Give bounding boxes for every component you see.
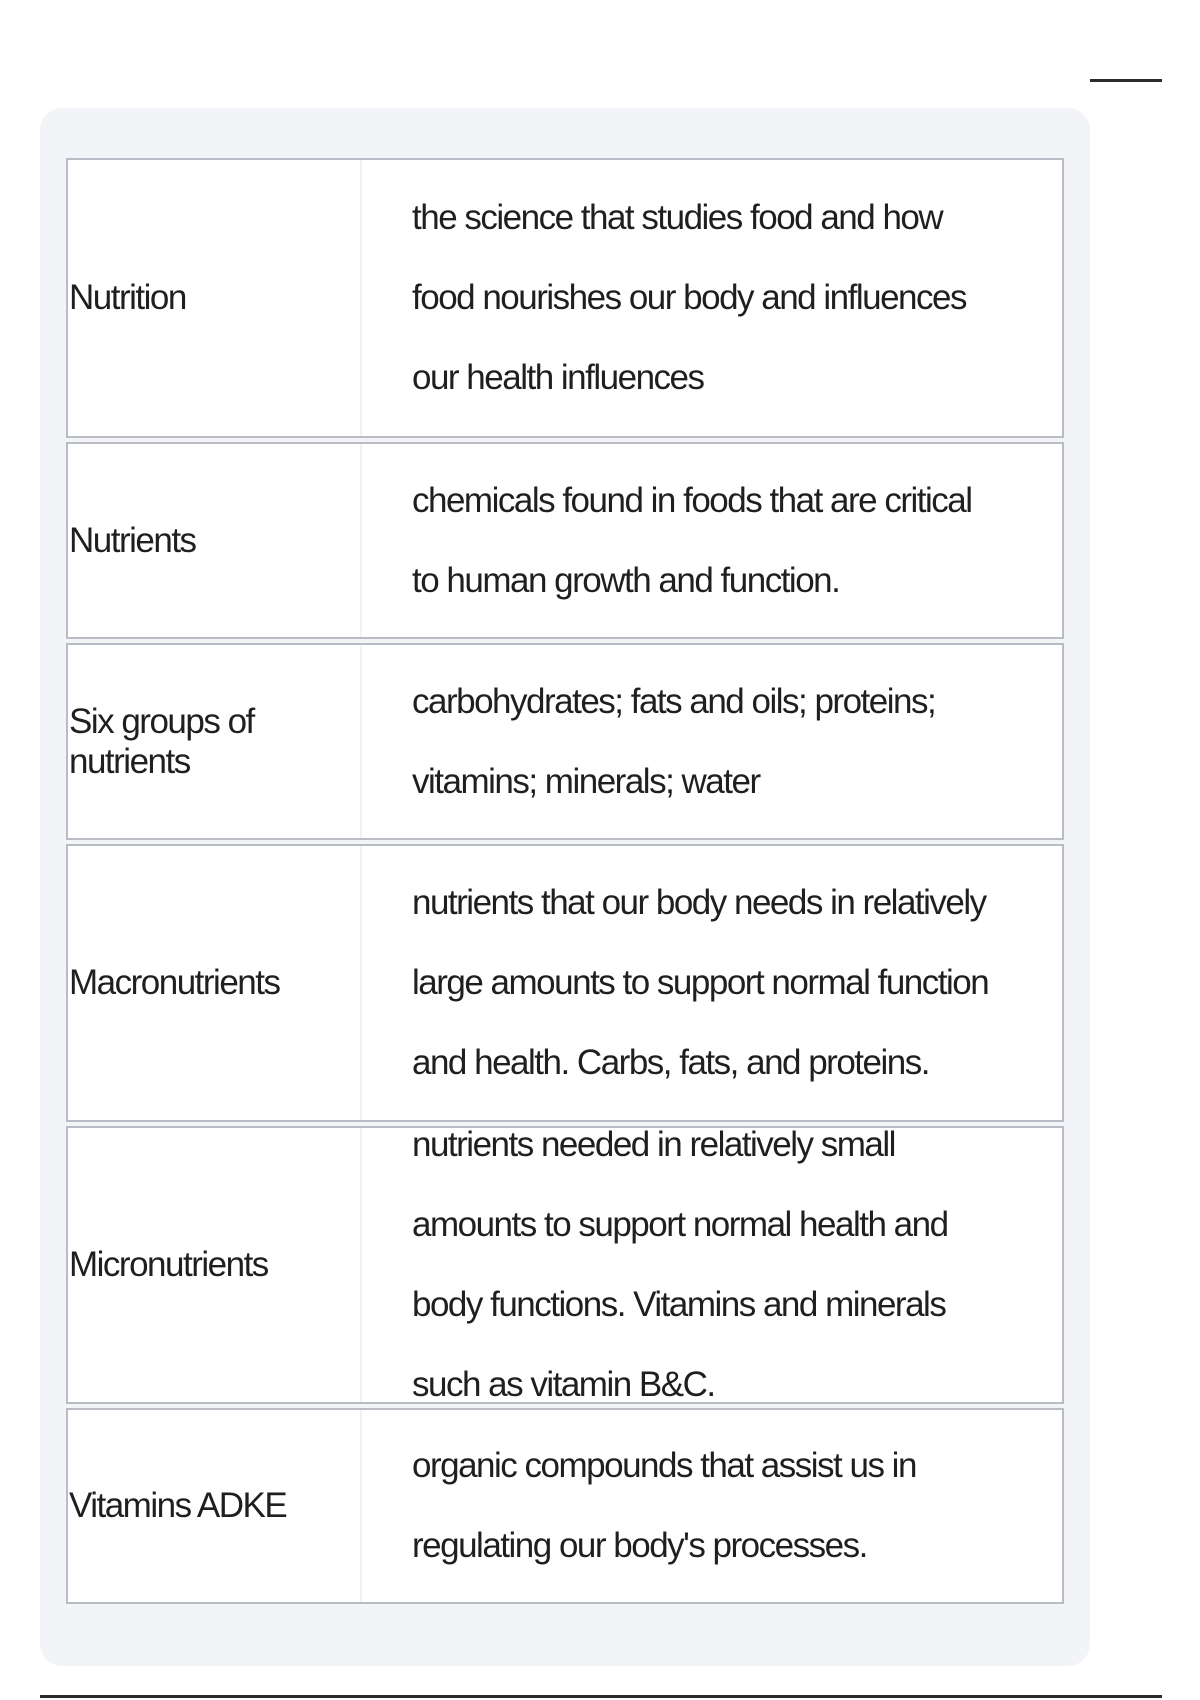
table-row [66,844,1064,1122]
top-divider [1090,79,1162,82]
definition-cell: organic compounds that assist us in regulating our body's processes. [412,1446,916,1565]
table-row [66,442,1064,639]
bottom-divider [40,1695,1162,1698]
glossary-table [66,158,1064,1604]
term-cell: Vitamins ADKE [68,1410,362,1602]
table-row [66,1126,1064,1404]
definition-cell: chemicals found in foods that are critical to human growth and function. [412,480,972,600]
table-row [66,158,1064,438]
table-row [66,1408,1064,1604]
definition-cell: the science that studies food and how food nourishes our body and influences our health influences [412,198,966,397]
term-cell: Macronutrients [68,846,362,1120]
term-cell: Micronutrients [68,1128,362,1402]
term-cell: Six groups of nutrients [68,645,362,838]
table-row [66,643,1064,840]
term-cell: Nutrients [68,444,362,637]
definition-cell: nutrients needed in relatively small amounts to support normal health and body functions. Vitamins and minerals such as vitamin B&C. [412,1125,948,1404]
term-cell: Nutrition [68,160,362,436]
definition-cell: nutrients that our body needs in relatively large amounts to support normal function and health. Carbs, fats, and proteins. [412,883,989,1082]
definition-cell: carbohydrates; fats and oils; proteins; vitamins; minerals; water [412,681,936,801]
